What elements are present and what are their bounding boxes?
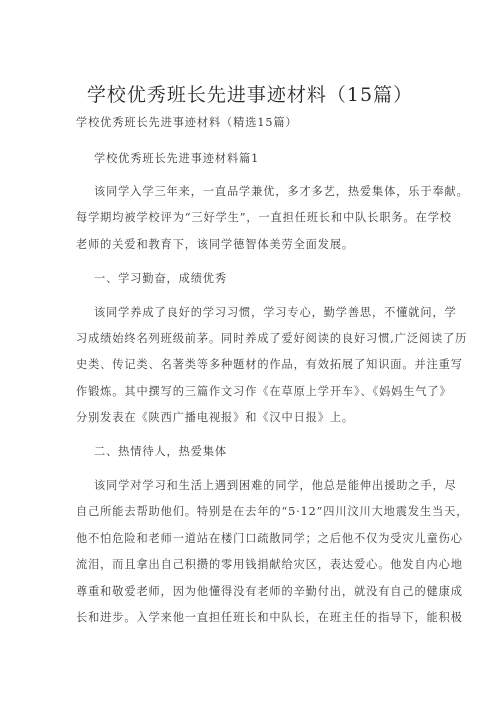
paragraph-line: 该同学对学习和生活上遇到困难的同学，他总是能伸出援助之手，尽 [94, 479, 457, 492]
paragraph-line: 尊重和敬爱老师，因为他懂得没有老师的辛勤付出，就没有自己的健康成 [76, 585, 463, 598]
paragraph-line: 他不怕危险和老师一道站在楼门口疏散同学；之后他不仅为受灾儿童伤心 [76, 532, 463, 545]
document-subtitle: 学校优秀班长先进事迹材料（精选15篇） [76, 116, 298, 129]
paragraph-line: 分别发表在《陕西广播电视报》和《汉中日报》上。 [76, 411, 355, 424]
paragraph-line: 史类、传记类、名著类等多种题材的作品，有效拓展了知识面。并注重写 [76, 358, 463, 371]
paragraph-line: 该同学养成了良好的学习习惯，学习专心，勤学善思，不懂就问，学 [94, 306, 457, 319]
document-title: 学校优秀班长先进事迹材料（15篇） [86, 84, 414, 106]
subsection-heading: 二、热情待人，热爱集体 [94, 445, 227, 458]
paragraph-line: 长和进步。入学来他一直担任班长和中队长，在班主任的指导下，能积极 [76, 611, 463, 624]
paragraph-line: 流泪，而且拿出自己积攒的零用钱捐献给灾区，表达爱心。他发自内心地 [76, 558, 463, 571]
section-heading: 学校优秀班长先进事迹材料篇1 [94, 152, 260, 165]
paragraph-line: 作锻炼。其中撰写的三篇作文习作《在草原上学开车》、《妈妈生气了》 [76, 385, 452, 398]
paragraph-line: 老师的关爱和教育下，该同学德智体美劳全面发展。 [76, 238, 355, 251]
paragraph-line: 每学期均被学校评为“三好学生”，一直担任班长和中队长职务。在学校 [76, 211, 452, 224]
paragraph-line: 自己所能去帮助他们。特别是在去年的“5·12”四川汶川大地震发生当天， [76, 505, 469, 518]
subsection-heading: 一、学习勤奋，成绩优秀 [94, 272, 227, 285]
paragraph-line: 该同学入学三年来，一直品学兼优，多才多艺，热爱集体，乐于奉献。 [94, 185, 469, 198]
paragraph-line: 习成绩始终名列班级前茅。同时养成了爱好阅读的良好习惯,广泛阅读了历 [76, 332, 468, 345]
